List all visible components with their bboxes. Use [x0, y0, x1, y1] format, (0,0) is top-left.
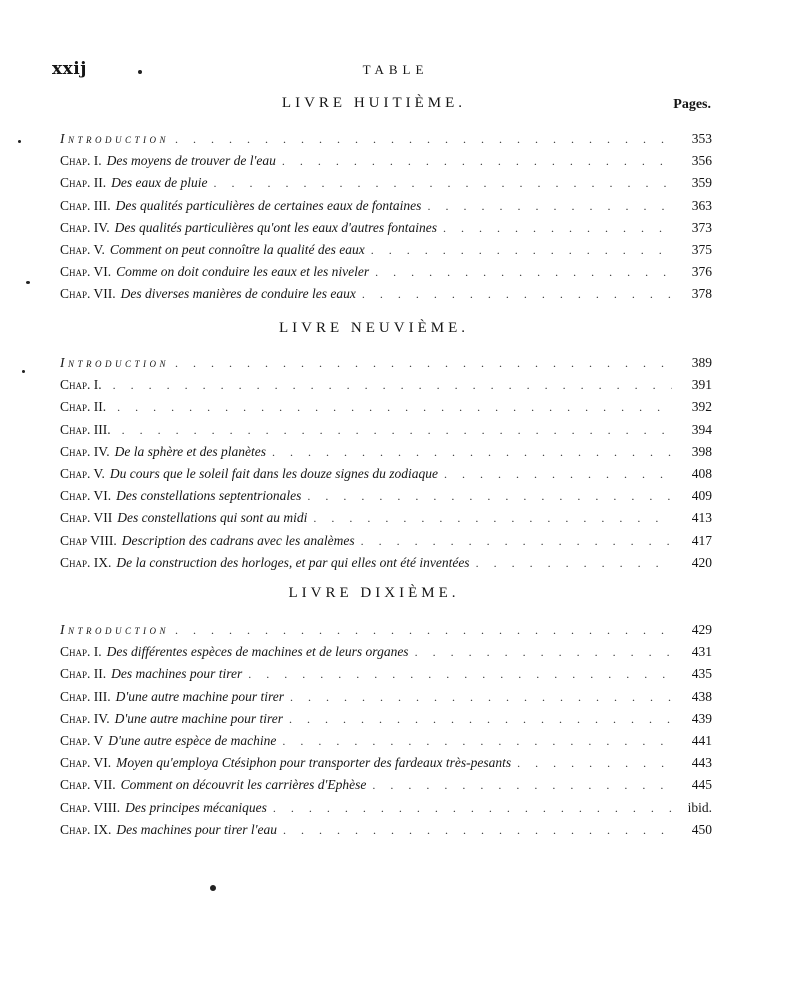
dot-leader	[282, 154, 672, 169]
page-reference: 435	[691, 666, 712, 682]
toc-entry	[60, 444, 712, 466]
page-reference: ibid.	[687, 799, 712, 815]
page-reference: 445	[691, 777, 712, 793]
toc-section	[60, 131, 712, 309]
dot-leader	[122, 423, 672, 438]
page-reference: 429	[691, 622, 712, 637]
pages-column-label: Pages.	[673, 97, 711, 112]
page-reference: 392	[691, 399, 712, 415]
page-reference: 375	[691, 241, 712, 257]
page-reference: 389	[691, 355, 712, 370]
ink-speck	[138, 70, 142, 74]
page-reference: 409	[691, 488, 712, 504]
dot-leader	[371, 243, 672, 258]
chapter-number: Chap. II.	[60, 399, 107, 415]
chapter-number: Chap. V	[60, 732, 104, 748]
toc-entry	[60, 198, 712, 220]
dot-leader	[175, 356, 672, 371]
toc-entry	[60, 242, 712, 264]
page-reference: 441	[691, 732, 712, 748]
dot-leader	[272, 445, 672, 460]
chapter-number: Chap. VIII.	[60, 799, 121, 815]
chapter-number: Chap. II.	[60, 666, 107, 682]
dot-leader	[117, 400, 672, 415]
toc-entry	[60, 466, 712, 488]
chapter-title: Des différentes espèces de machines et de leurs organes	[106, 644, 409, 660]
chapter-title: Moyen qu'employa Ctésiphon pour transporter des fardeaux très-pesants	[116, 755, 512, 771]
toc-entry	[60, 286, 712, 308]
toc-entry	[60, 733, 712, 755]
toc-section	[60, 355, 712, 577]
dot-leader	[248, 667, 672, 682]
chapter-number: Chap. IX.	[60, 821, 112, 837]
toc-entry	[60, 777, 712, 799]
ink-speck	[210, 885, 216, 891]
toc-entry	[60, 399, 712, 421]
dot-leader	[290, 690, 672, 705]
chapter-title: Des principes mécaniques	[125, 799, 267, 815]
toc-entry	[60, 377, 712, 399]
section-title: LIVRE DIXIÈME.	[288, 585, 460, 601]
toc-entry	[60, 755, 712, 777]
chapter-number: Chap. IV.	[60, 710, 110, 726]
toc-entry	[60, 422, 712, 444]
toc-entry	[60, 355, 712, 377]
introduction-label: Introduction	[60, 622, 170, 637]
chapter-number: Chap. IX.	[60, 554, 112, 570]
page-reference: 363	[691, 197, 712, 213]
chapter-title: Des machines pour tirer l'eau	[116, 821, 278, 837]
chapter-title: Description des cadrans avec les analèmes	[121, 532, 355, 548]
page-reference: 353	[691, 131, 712, 146]
page-reference: 373	[691, 219, 712, 235]
dot-leader	[362, 287, 672, 302]
page-reference: 439	[691, 710, 712, 726]
chapter-title: Comment on peut connoître la qualité des eaux	[109, 241, 365, 257]
toc-entry	[60, 488, 712, 510]
chapter-number: Chap. I.	[60, 644, 102, 660]
chapter-title: Des diverses manières de conduire les eaux	[120, 286, 356, 302]
chapter-number: Chap. VI.	[60, 264, 112, 280]
toc-entry	[60, 533, 712, 555]
toc-entry	[60, 264, 712, 286]
toc-entry	[60, 644, 712, 666]
chapter-number: Chap. V.	[60, 241, 105, 257]
chapter-number: Chap. VII.	[60, 777, 116, 793]
chapter-title: Comment on découvrit les carrières d'Ephèse	[120, 777, 367, 793]
page-reference: 420	[691, 554, 712, 570]
page-reference: 413	[691, 510, 712, 526]
chapter-title: Des qualités particulières de certaines eaux de fontaines	[115, 197, 422, 213]
dot-leader	[375, 265, 672, 280]
chapter-number: Chap. VII.	[60, 286, 116, 302]
chapter-number: Chap. V.	[60, 465, 105, 481]
toc-section	[60, 622, 712, 844]
dot-leader	[113, 378, 672, 393]
chapter-number: Chap. VII	[60, 510, 113, 526]
dot-leader	[282, 734, 672, 749]
chapter-title: Des moyens de trouver de l'eau	[106, 153, 276, 169]
dot-leader	[313, 511, 672, 526]
page-reference: 408	[691, 465, 712, 481]
introduction-label: Introduction	[60, 355, 170, 370]
toc-entry	[60, 622, 712, 644]
dot-leader	[372, 778, 672, 793]
page-reference: 398	[691, 443, 712, 459]
dot-leader	[476, 556, 672, 571]
chapter-number: Chap. III.	[60, 197, 111, 213]
chapter-title: Des eaux de pluie	[111, 175, 208, 191]
dot-leader	[361, 534, 672, 549]
chapter-title: Du cours que le soleil fait dans les douze signes du zodiaque	[109, 465, 439, 481]
toc-entry	[60, 131, 712, 153]
page-reference: 450	[691, 821, 712, 837]
dot-leader	[283, 823, 672, 838]
chapter-title: Comme on doit conduire les eaux et les niveler	[116, 264, 370, 280]
page-reference: 376	[691, 264, 712, 280]
section-title: LIVRE HUITIÈME.	[281, 95, 467, 111]
page-reference: 378	[691, 286, 712, 302]
chapter-title: D'une autre espèce de machine	[108, 732, 277, 748]
toc-entry	[60, 822, 712, 844]
toc-entry	[60, 510, 712, 532]
page-number: xxij	[52, 59, 87, 79]
chapter-title: Des constellations septentrionales	[116, 488, 302, 504]
dot-leader	[307, 489, 672, 504]
running-title: TABLE	[362, 62, 429, 77]
chapter-number: Chap. III.	[60, 688, 111, 704]
chapter-number: Chap. VI.	[60, 755, 112, 771]
page-reference: 391	[691, 377, 712, 393]
chapter-title: De la construction des horloges, et par qui elles ont été inventées	[116, 554, 470, 570]
toc-entry	[60, 666, 712, 688]
dot-leader	[273, 801, 672, 816]
page-reference: 359	[691, 175, 712, 191]
chapter-number: Chap. I.	[60, 377, 102, 393]
ink-speck	[22, 370, 25, 373]
toc-entry	[60, 689, 712, 711]
dot-leader	[175, 623, 672, 638]
chapter-title: D'une autre machine pour tirer	[115, 688, 284, 704]
dot-leader	[289, 712, 672, 727]
chapter-title: De la sphère et des planètes	[114, 443, 266, 459]
chapter-title: Des constellations qui sont au midi	[117, 510, 308, 526]
toc-entry	[60, 220, 712, 242]
page-reference: 438	[691, 688, 712, 704]
chapter-number: Chap. I.	[60, 153, 102, 169]
dot-leader	[175, 132, 672, 147]
toc-entry	[60, 175, 712, 197]
chapter-title: Des qualités particulières qu'ont les eaux d'autres fontaines	[114, 219, 437, 235]
toc-entry	[60, 555, 712, 577]
chapter-number: Chap. IV.	[60, 443, 110, 459]
dot-leader	[427, 199, 672, 214]
chapter-number: Chap. II.	[60, 175, 107, 191]
introduction-label: Introduction	[60, 131, 170, 146]
dot-leader	[443, 221, 672, 236]
chapter-number: Chap. IV.	[60, 219, 110, 235]
page-reference: 443	[691, 755, 712, 771]
dot-leader	[415, 645, 672, 660]
ink-speck	[26, 281, 30, 284]
page-reference: 356	[691, 153, 712, 169]
page-reference: 417	[691, 532, 712, 548]
ink-speck	[18, 140, 21, 143]
chapter-number: Chap VIII.	[60, 532, 117, 548]
chapter-title: D'une autre machine pour tirer	[114, 710, 284, 726]
chapter-number: Chap. VI.	[60, 488, 112, 504]
dot-leader	[213, 176, 672, 191]
section-title: LIVRE NEUVIÈME.	[279, 320, 469, 336]
toc-entry	[60, 711, 712, 733]
chapter-title: Des machines pour tirer	[111, 666, 243, 682]
page-reference: 394	[691, 421, 712, 437]
toc-entry	[60, 153, 712, 175]
toc-entry	[60, 800, 712, 822]
page-reference: 431	[691, 644, 712, 660]
dot-leader	[517, 756, 672, 771]
chapter-number: Chap. III.	[60, 421, 111, 437]
dot-leader	[444, 467, 672, 482]
